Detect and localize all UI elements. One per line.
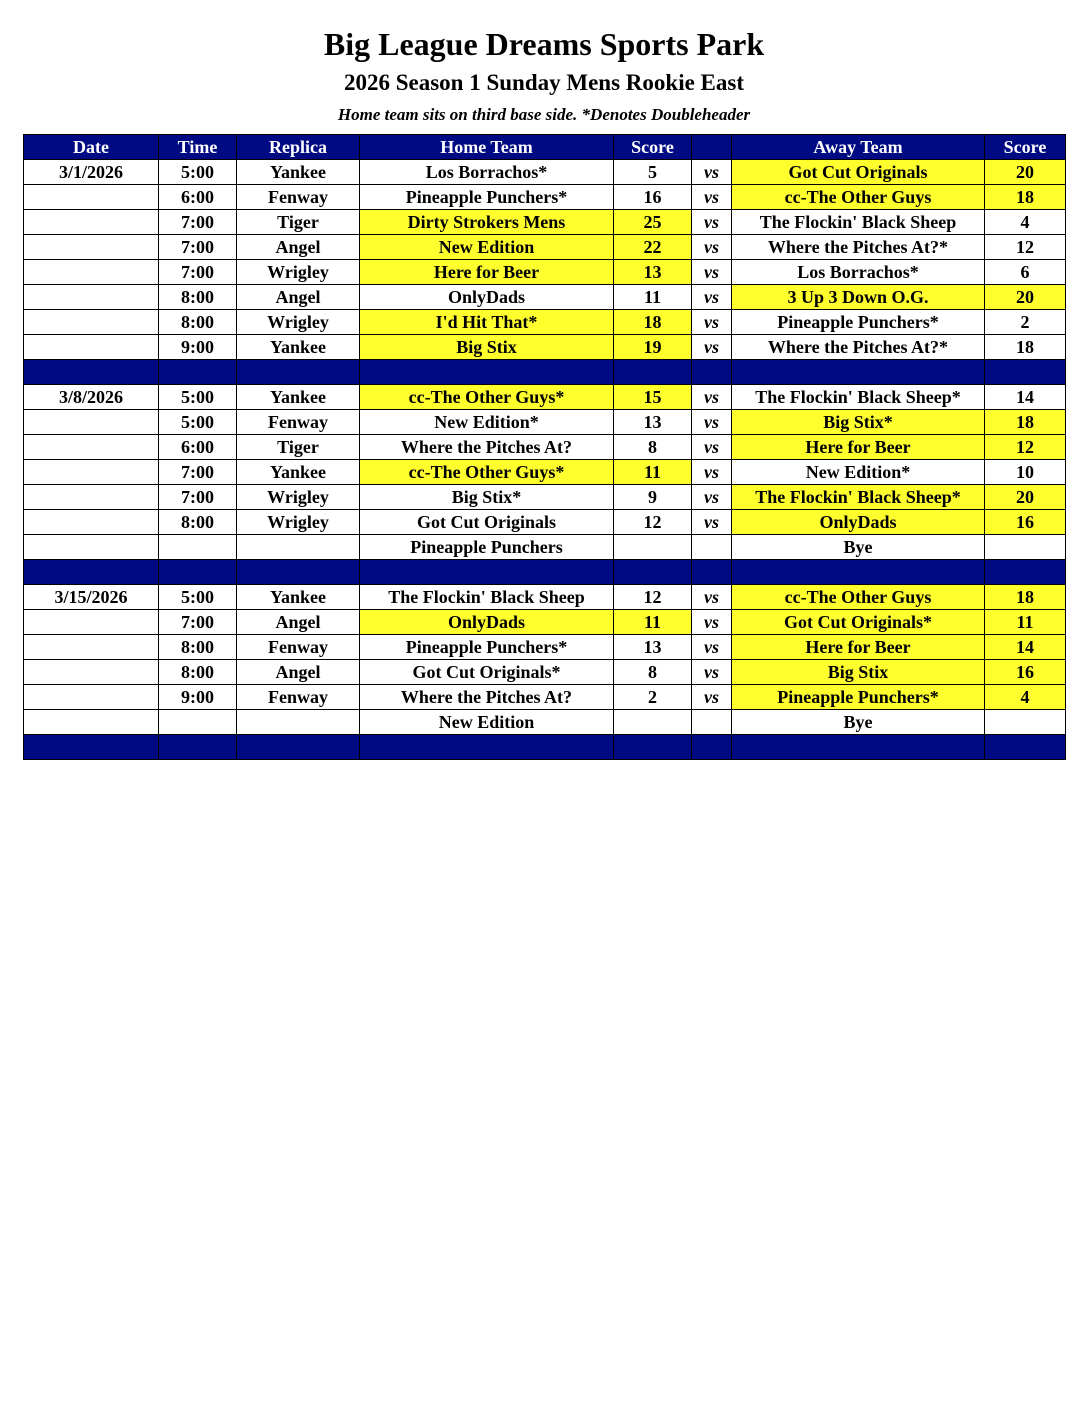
home-team-cell: Where the Pitches At? [360,435,614,460]
vs-cell: vs [692,660,732,685]
vs-cell: vs [692,310,732,335]
away-team-cell: Got Cut Originals* [732,610,985,635]
away-score-cell: 12 [985,235,1066,260]
game-row [24,610,1066,635]
home-score-cell: 11 [614,610,692,635]
date-cell: 3/15/2026 [24,585,159,610]
time-cell: 8:00 [159,635,237,660]
date-cell [24,485,159,510]
replica-cell: Wrigley [237,260,360,285]
away-score-cell: 20 [985,485,1066,510]
game-row [24,260,1066,285]
date-cell [24,660,159,685]
separator-cell [985,360,1066,385]
page-title: Big League Dreams Sports Park [323,26,765,62]
away-score-cell: 12 [985,435,1066,460]
replica-cell: Fenway [237,185,360,210]
home-score-cell: 18 [614,310,692,335]
replica-cell: Fenway [237,410,360,435]
home-team-cell: Where the Pitches At? [360,685,614,710]
away-team-cell: The Flockin' Black Sheep* [732,385,985,410]
separator-cell [614,560,692,585]
game-row [24,460,1066,485]
home-team-cell: I'd Hit That* [360,310,614,335]
home-team-cell: The Flockin' Black Sheep [360,585,614,610]
week-separator-row [24,360,1066,385]
home-score-cell: 13 [614,410,692,435]
away-team-cell: Here for Beer [732,435,985,460]
date-cell: 3/1/2026 [24,160,159,185]
away-score-cell: 14 [985,385,1066,410]
date-cell [24,285,159,310]
column-header-time: Time [159,135,237,160]
home-score-cell: 19 [614,335,692,360]
separator-cell [614,735,692,760]
column-header-away-score: Score [985,135,1066,160]
vs-cell: vs [692,185,732,210]
schedule-note: Home team sits on third base side. *Denotes Doubleheader [337,105,751,124]
game-row [24,485,1066,510]
date-cell [24,260,159,285]
vs-cell: vs [692,335,732,360]
home-team-cell: Big Stix* [360,485,614,510]
home-score-cell: 11 [614,460,692,485]
vs-cell: vs [692,160,732,185]
separator-cell [159,735,237,760]
date-cell [24,235,159,260]
replica-cell: Angel [237,285,360,310]
vs-cell: vs [692,260,732,285]
away-team-cell: Big Stix [732,660,985,685]
date-cell: 3/8/2026 [24,385,159,410]
column-header-home-team: Home Team [360,135,614,160]
home-score-cell: 2 [614,685,692,710]
home-team-cell: cc-The Other Guys* [360,460,614,485]
home-score-cell: 22 [614,235,692,260]
away-score-cell: 18 [985,335,1066,360]
separator-cell [24,560,159,585]
time-cell: 7:00 [159,485,237,510]
separator-cell [614,360,692,385]
vs-cell: vs [692,410,732,435]
column-header-replica: Replica [237,135,360,160]
time-cell: 9:00 [159,335,237,360]
away-score-cell: 10 [985,460,1066,485]
away-score-cell: 11 [985,610,1066,635]
away-score-cell [985,710,1066,735]
game-row [24,185,1066,210]
date-cell [24,635,159,660]
away-score-cell: 18 [985,185,1066,210]
bye-label-cell: Bye [732,535,985,560]
home-team-cell: OnlyDads [360,285,614,310]
time-cell: 5:00 [159,585,237,610]
home-score-cell [614,535,692,560]
home-team-cell: Got Cut Originals* [360,660,614,685]
week-separator-row [24,560,1066,585]
game-row [24,385,1066,410]
away-score-cell: 2 [985,310,1066,335]
away-score-cell: 20 [985,285,1066,310]
time-cell: 8:00 [159,285,237,310]
replica-cell: Angel [237,235,360,260]
home-team-cell: Here for Beer [360,260,614,285]
home-team-cell: New Edition* [360,410,614,435]
time-cell: 7:00 [159,460,237,485]
replica-cell: Yankee [237,585,360,610]
game-row [24,235,1066,260]
home-team-cell: cc-The Other Guys* [360,385,614,410]
vs-cell: vs [692,585,732,610]
date-cell [24,710,159,735]
away-team-cell: The Flockin' Black Sheep* [732,485,985,510]
date-cell [24,435,159,460]
time-cell: 6:00 [159,185,237,210]
separator-cell [692,560,732,585]
game-row [24,510,1066,535]
vs-cell: vs [692,435,732,460]
home-team-cell: Los Borrachos* [360,160,614,185]
bye-row [24,535,1066,560]
away-score-cell [985,535,1066,560]
replica-cell: Fenway [237,685,360,710]
away-team-cell: Here for Beer [732,635,985,660]
time-cell: 7:00 [159,210,237,235]
time-cell: 7:00 [159,235,237,260]
replica-cell: Tiger [237,435,360,460]
vs-cell [692,710,732,735]
vs-cell: vs [692,685,732,710]
home-team-cell: Big Stix [360,335,614,360]
date-cell [24,685,159,710]
home-score-cell: 8 [614,660,692,685]
time-cell: 8:00 [159,510,237,535]
date-cell [24,610,159,635]
away-team-cell: cc-The Other Guys [732,585,985,610]
away-team-cell: New Edition* [732,460,985,485]
date-cell [24,335,159,360]
game-row [24,585,1066,610]
date-cell [24,185,159,210]
game-row [24,310,1066,335]
away-team-cell: Pineapple Punchers* [732,310,985,335]
game-row [24,285,1066,310]
vs-cell: vs [692,460,732,485]
home-score-cell: 25 [614,210,692,235]
bye-label-cell: Bye [732,710,985,735]
home-score-cell: 8 [614,435,692,460]
column-header-vs [692,135,732,160]
separator-cell [732,735,985,760]
bye-team-cell: Pineapple Punchers [360,535,614,560]
away-score-cell: 4 [985,685,1066,710]
game-row [24,435,1066,460]
game-row [24,160,1066,185]
home-score-cell: 12 [614,585,692,610]
date-cell [24,310,159,335]
time-cell: 5:00 [159,410,237,435]
away-team-cell: Where the Pitches At?* [732,235,985,260]
home-score-cell [614,710,692,735]
separator-cell [159,560,237,585]
home-team-cell: Got Cut Originals [360,510,614,535]
replica-cell: Yankee [237,160,360,185]
home-team-cell: Pineapple Punchers* [360,185,614,210]
home-team-cell: OnlyDads [360,610,614,635]
separator-cell [732,360,985,385]
replica-cell: Fenway [237,635,360,660]
home-score-cell: 16 [614,185,692,210]
away-score-cell: 6 [985,260,1066,285]
vs-cell: vs [692,510,732,535]
separator-cell [692,735,732,760]
away-team-cell: Pineapple Punchers* [732,685,985,710]
time-cell: 5:00 [159,160,237,185]
replica-cell: Yankee [237,460,360,485]
bye-row [24,710,1066,735]
replica-cell: Yankee [237,385,360,410]
game-row [24,210,1066,235]
schedule-body [24,160,1066,760]
replica-cell: Wrigley [237,310,360,335]
away-score-cell: 20 [985,160,1066,185]
away-score-cell: 18 [985,585,1066,610]
schedule-table [23,134,1066,760]
vs-cell: vs [692,485,732,510]
away-team-cell: Los Borrachos* [732,260,985,285]
time-cell [159,710,237,735]
vs-cell: vs [692,635,732,660]
replica-cell: Angel [237,660,360,685]
game-row [24,335,1066,360]
separator-cell [985,735,1066,760]
separator-cell [732,560,985,585]
bye-team-cell: New Edition [360,710,614,735]
column-header-date: Date [24,135,159,160]
home-team-cell: Dirty Strokers Mens [360,210,614,235]
vs-cell [692,535,732,560]
away-score-cell: 18 [985,410,1066,435]
separator-cell [237,560,360,585]
separator-cell [692,360,732,385]
away-score-cell: 4 [985,210,1066,235]
away-score-cell: 16 [985,660,1066,685]
away-team-cell: Where the Pitches At?* [732,335,985,360]
home-score-cell: 15 [614,385,692,410]
game-row [24,635,1066,660]
vs-cell: vs [692,235,732,260]
away-team-cell: 3 Up 3 Down O.G. [732,285,985,310]
replica-cell [237,535,360,560]
away-team-cell: OnlyDads [732,510,985,535]
date-cell [24,510,159,535]
home-score-cell: 13 [614,260,692,285]
vs-cell: vs [692,385,732,410]
away-team-cell: The Flockin' Black Sheep [732,210,985,235]
date-cell [24,410,159,435]
separator-cell [360,560,614,585]
replica-cell: Wrigley [237,485,360,510]
time-cell: 6:00 [159,435,237,460]
vs-cell: vs [692,610,732,635]
replica-cell: Angel [237,610,360,635]
separator-cell [985,560,1066,585]
replica-cell [237,710,360,735]
time-cell [159,535,237,560]
time-cell: 8:00 [159,660,237,685]
column-header-home-score: Score [614,135,692,160]
home-score-cell: 12 [614,510,692,535]
date-cell [24,535,159,560]
away-score-cell: 16 [985,510,1066,535]
vs-cell: vs [692,285,732,310]
home-team-cell: Pineapple Punchers* [360,635,614,660]
separator-cell [159,360,237,385]
home-score-cell: 11 [614,285,692,310]
home-score-cell: 13 [614,635,692,660]
away-team-cell: cc-The Other Guys [732,185,985,210]
home-team-cell: New Edition [360,235,614,260]
column-header-away-team: Away Team [732,135,985,160]
replica-cell: Yankee [237,335,360,360]
separator-cell [24,735,159,760]
away-team-cell: Got Cut Originals [732,160,985,185]
away-team-cell: Big Stix* [732,410,985,435]
separator-cell [237,360,360,385]
time-cell: 7:00 [159,260,237,285]
separator-cell [237,735,360,760]
game-row [24,685,1066,710]
home-score-cell: 9 [614,485,692,510]
page-subtitle: 2026 Season 1 Sunday Mens Rookie East [343,70,745,95]
date-cell [24,210,159,235]
vs-cell: vs [692,210,732,235]
separator-cell [360,735,614,760]
separator-cell [360,360,614,385]
game-row [24,660,1066,685]
time-cell: 7:00 [159,610,237,635]
separator-cell [24,360,159,385]
replica-cell: Tiger [237,210,360,235]
table-header-row [24,135,1066,160]
game-row [24,410,1066,435]
time-cell: 5:00 [159,385,237,410]
home-score-cell: 5 [614,160,692,185]
replica-cell: Wrigley [237,510,360,535]
week-separator-row [24,735,1066,760]
date-cell [24,460,159,485]
time-cell: 8:00 [159,310,237,335]
away-score-cell: 14 [985,635,1066,660]
time-cell: 9:00 [159,685,237,710]
